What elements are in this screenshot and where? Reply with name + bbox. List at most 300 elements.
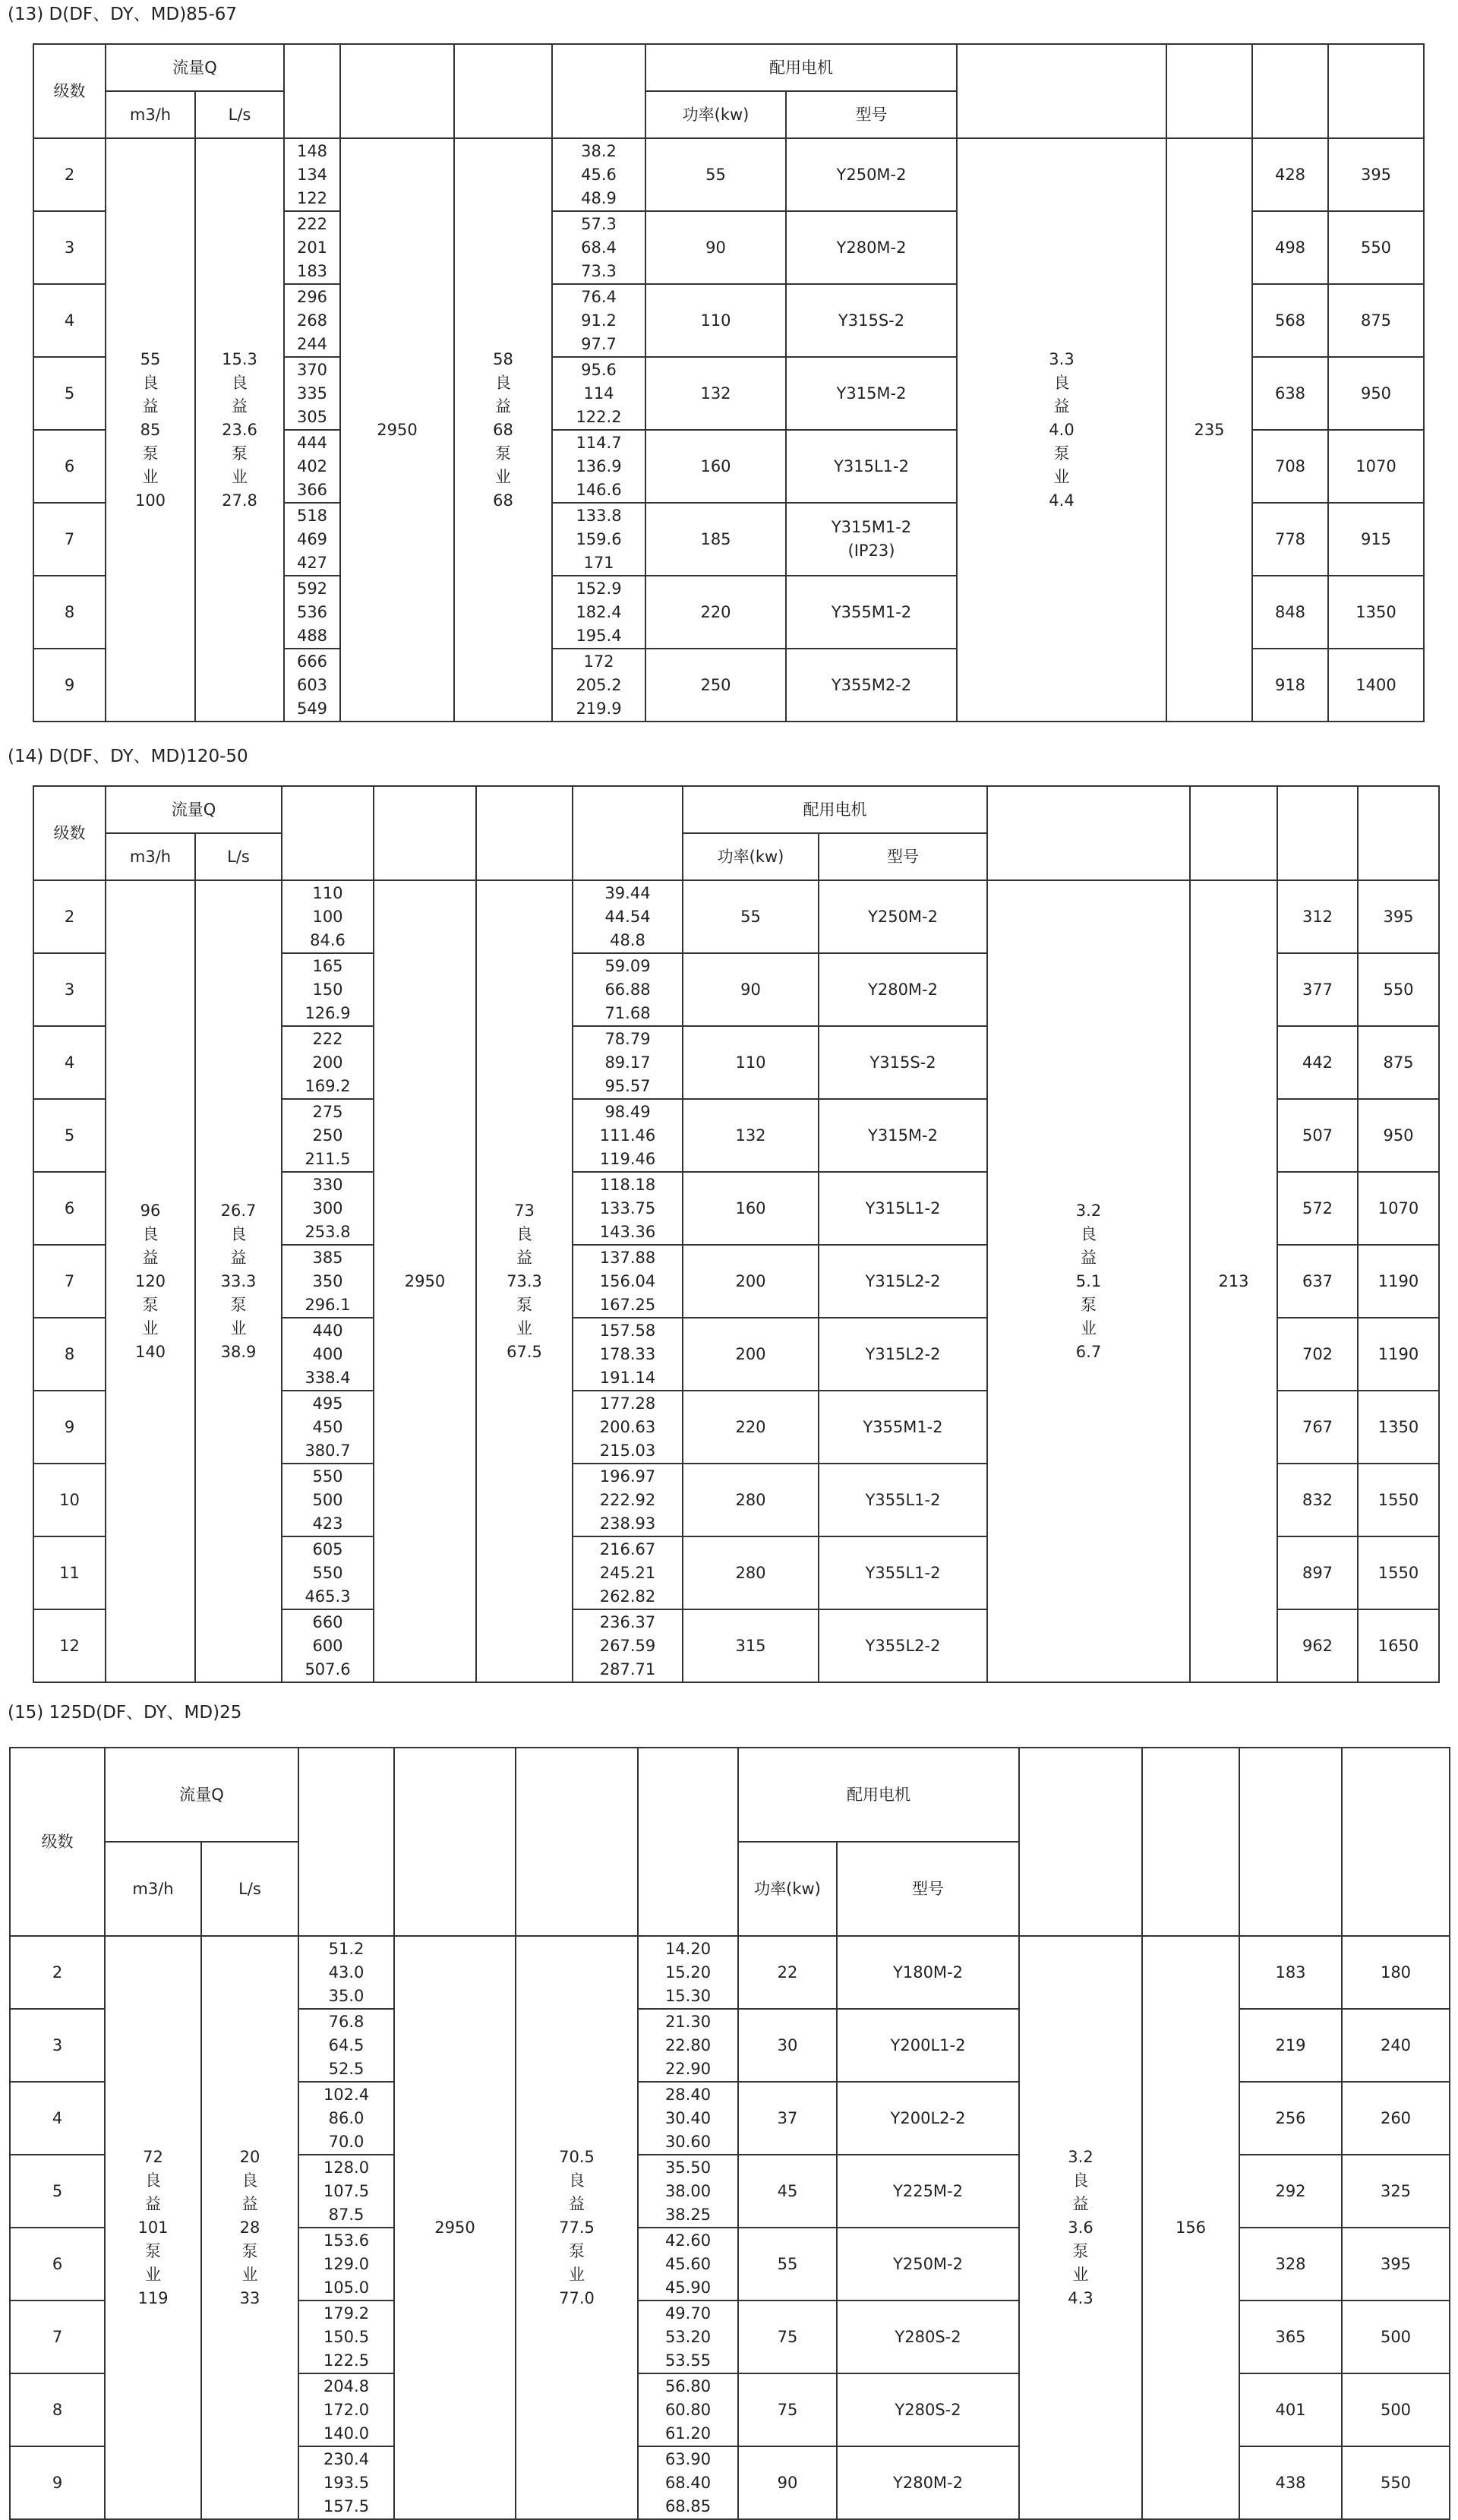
cell-shaft-power [573, 1099, 683, 1172]
cell-motor-weight: 1190 [1358, 1318, 1439, 1391]
cell-line: 153.6 [323, 2231, 370, 2250]
cell-line: 110 [312, 883, 343, 902]
cell-pump-weight: 507 [1277, 1099, 1358, 1172]
cell-line: 15.30 [664, 1986, 712, 2005]
cell-motor-model [837, 2373, 1019, 2446]
cell-line: 380.7 [305, 1441, 351, 1460]
header-stage: 级数 [10, 1748, 105, 1936]
cell-line: 泵 [495, 444, 511, 463]
cell-line: Y315L2-2 [865, 1271, 941, 1290]
cell-line: 44.54 [604, 907, 651, 926]
cell-motor-power: 220 [683, 1391, 819, 1464]
cell-stage: 7 [33, 1245, 106, 1318]
cell-shaft-power [573, 1172, 683, 1245]
cell-line: 95.6 [581, 360, 617, 379]
cell-head [284, 284, 340, 357]
cell-stage: 8 [33, 1318, 106, 1391]
cell-line: 28.40 [664, 2085, 712, 2104]
cell-line: 4.4 [1049, 491, 1075, 510]
table-row [10, 1936, 1450, 2009]
cell-line: 22.80 [664, 2035, 712, 2054]
cell-motor-model [786, 430, 957, 503]
cell-motor-power: 55 [683, 880, 819, 953]
cell-motor-weight: 395 [1342, 2228, 1450, 2301]
cell-stage: 4 [33, 284, 106, 357]
cell-line: 益 [569, 2194, 585, 2213]
cell-line: 64.5 [328, 2035, 364, 2054]
cell-motor-weight: 550 [1342, 2446, 1450, 2519]
cell-pump-weight: 292 [1239, 2155, 1342, 2228]
cell-flow-ls [195, 138, 284, 722]
cell-line: 120 [134, 1271, 166, 1290]
cell-shaft-power [573, 953, 683, 1026]
header-speed [340, 44, 454, 138]
cell-motor-weight: 395 [1328, 138, 1424, 211]
cell-line: 56.80 [664, 2376, 712, 2395]
cell-line: 良 [232, 373, 248, 392]
cell-motor-weight: 1070 [1358, 1172, 1439, 1245]
cell-line: 230.4 [323, 2449, 370, 2468]
cell-line: 200 [312, 1053, 343, 1072]
cell-motor-power: 75 [738, 2373, 837, 2446]
cell-line: 泵 [232, 444, 248, 463]
header-flow-ls: L/s [195, 833, 282, 880]
header-npsh [987, 786, 1190, 880]
cell-line: 泵 [241, 2241, 258, 2260]
cell-pump-weight: 897 [1277, 1536, 1358, 1609]
cell-line: 73.3 [581, 261, 617, 280]
cell-head [298, 2446, 394, 2519]
cell-head [284, 430, 340, 503]
cell-line: 泵 [145, 2241, 161, 2260]
cell-motor-power: 200 [683, 1318, 819, 1391]
cell-stage: 7 [33, 503, 106, 576]
cell-stage: 7 [10, 2301, 105, 2373]
cell-flow-m3h [106, 138, 195, 722]
cell-line: Y280M-2 [836, 238, 907, 257]
cell-line: 178.33 [599, 1344, 656, 1363]
cell-line: 68.40 [664, 2473, 712, 2492]
header-motor-weight [1342, 1748, 1450, 1936]
cell-line: Y355M2-2 [831, 675, 912, 694]
cell-line: 172 [583, 652, 614, 671]
cell-line: Y355M1-2 [863, 1417, 943, 1436]
cell-line: 30.60 [664, 2132, 712, 2151]
cell-line: 152.9 [576, 579, 622, 598]
cell-pump-weight: 428 [1252, 138, 1328, 211]
cell-head [282, 1464, 374, 1536]
cell-motor-weight: 915 [1328, 503, 1424, 576]
cell-line: 泵 [569, 2241, 585, 2260]
header-flow: 流量Q [106, 44, 284, 91]
cell-line: 70.0 [328, 2132, 364, 2151]
cell-line: 592 [296, 579, 328, 598]
cell-stage: 2 [10, 1936, 105, 2009]
cell-stage: 2 [33, 138, 106, 211]
cell-line: 业 [569, 2265, 585, 2284]
cell-line: 3.3 [1049, 349, 1075, 368]
cell-line: Y250M-2 [836, 165, 907, 184]
cell-pump-weight: 219 [1239, 2009, 1342, 2082]
cell-motor-model [786, 503, 957, 576]
cell-motor-weight: 950 [1358, 1099, 1439, 1172]
cell-line: 114.7 [576, 433, 622, 452]
cell-line: 良 [142, 1224, 159, 1243]
cell-line: 泵 [142, 1295, 159, 1314]
cell-shaft-power [638, 2301, 738, 2373]
cell-motor-model [819, 1099, 987, 1172]
cell-line: 43.0 [328, 1963, 364, 1982]
cell-line: 95.57 [604, 1076, 651, 1095]
cell-stage: 4 [10, 2082, 105, 2155]
cell-line: 良 [495, 373, 511, 392]
cell-shaft-power [638, 2082, 738, 2155]
header-head [284, 44, 340, 138]
cell-line: 52.5 [328, 2059, 364, 2078]
header-motor-power: 功率(kw) [738, 1842, 837, 1936]
cell-line: 191.14 [599, 1368, 656, 1387]
cell-speed: 2950 [394, 1936, 516, 2519]
cell-line: 68 [493, 491, 513, 510]
cell-line: 275 [312, 1102, 343, 1121]
cell-line: Y250M-2 [868, 907, 938, 926]
cell-line: Y355L2-2 [865, 1636, 941, 1655]
cell-shaft-power [552, 503, 645, 576]
header-head [282, 786, 374, 880]
cell-head [284, 357, 340, 430]
cell-line: 泵 [1081, 1295, 1097, 1314]
cell-motor-power: 185 [645, 503, 786, 576]
cell-motor-power: 55 [645, 138, 786, 211]
cell-line: 泵 [516, 1295, 532, 1314]
cell-line: 76.8 [328, 2012, 364, 2031]
cell-motor-power: 45 [738, 2155, 837, 2228]
cell-line: 26.7 [220, 1201, 257, 1220]
cell-line: 126.9 [305, 1003, 351, 1022]
cell-shaft-power [638, 2009, 738, 2082]
cell-line: 3.6 [1068, 2218, 1094, 2237]
cell-line: 157.58 [599, 1321, 656, 1340]
cell-line: 35.0 [328, 1986, 364, 2005]
cell-pump-weight: 183 [1239, 1936, 1342, 2009]
table-row [33, 880, 1439, 953]
header-shaft-power [552, 44, 645, 138]
cell-line: 35.50 [664, 2158, 712, 2177]
cell-line: 193.5 [323, 2473, 370, 2492]
cell-line: 245.21 [599, 1563, 656, 1582]
header-shaft-power [638, 1748, 738, 1936]
header-shaft-power [573, 786, 683, 880]
cell-line: 68 [493, 420, 513, 439]
cell-line: 益 [232, 396, 248, 415]
cell-head [282, 953, 374, 1026]
cell-head [282, 1609, 374, 1682]
cell-line: 143.36 [599, 1222, 656, 1241]
cell-line: 296 [296, 287, 328, 306]
cell-stage: 9 [10, 2446, 105, 2519]
cell-line: 益 [145, 2194, 161, 2213]
cell-motor-weight: 1550 [1358, 1536, 1439, 1609]
cell-line: Y280M-2 [868, 980, 938, 999]
cell-line: 45.90 [664, 2278, 712, 2297]
cell-line: 370 [296, 360, 328, 379]
cell-motor-weight: 500 [1342, 2373, 1450, 2446]
cell-stage: 5 [33, 1099, 106, 1172]
cell-line: 440 [312, 1321, 343, 1340]
cell-motor-model [819, 1391, 987, 1464]
header-speed [394, 1748, 516, 1936]
cell-line: 97.7 [581, 334, 617, 353]
cell-line: 600 [312, 1636, 343, 1655]
cell-motor-model [786, 576, 957, 649]
cell-motor-model [819, 1464, 987, 1536]
cell-shaft-power [638, 2373, 738, 2446]
cell-line: 603 [296, 675, 328, 694]
cell-motor-model [819, 1026, 987, 1099]
header-motor: 配用电机 [738, 1748, 1019, 1842]
cell-stage: 9 [33, 1391, 106, 1464]
cell-motor-model [819, 1536, 987, 1609]
header-npsh [1019, 1748, 1142, 1936]
header-efficiency [454, 44, 552, 138]
cell-line: 良 [1072, 2171, 1089, 2190]
cell-line: 236.37 [599, 1612, 656, 1631]
cell-line: 6.7 [1075, 1342, 1102, 1361]
cell-stage: 2 [33, 880, 106, 953]
cell-line: 59.09 [604, 956, 651, 975]
cell-line: 128.0 [323, 2158, 370, 2177]
cell-pump-weight: 568 [1252, 284, 1328, 357]
cell-line: 20 [239, 2147, 260, 2166]
cell-shaft-power [638, 2446, 738, 2519]
cell-line: 益 [516, 1248, 532, 1267]
cell-shaft-power [552, 576, 645, 649]
cell-line: 业 [142, 1318, 159, 1337]
cell-line: 45.6 [581, 165, 617, 184]
pump-spec-table [33, 43, 1425, 722]
cell-line: 495 [312, 1394, 343, 1413]
cell-line: 201 [296, 238, 328, 257]
cell-line: 105.0 [323, 2278, 370, 2297]
cell-line: 14.20 [664, 1939, 712, 1958]
cell-shaft-power [552, 284, 645, 357]
cell-line: 泵 [1072, 2241, 1089, 2260]
cell-line: 63.90 [664, 2449, 712, 2468]
header-speed [374, 786, 476, 880]
cell-pump-weight: 767 [1277, 1391, 1358, 1464]
cell-motor-power: 315 [683, 1609, 819, 1682]
cell-line: 385 [312, 1248, 343, 1267]
cell-motor-power: 22 [738, 1936, 837, 2009]
cell-shaft-power [638, 1936, 738, 2009]
header-impeller [1190, 786, 1277, 880]
cell-line: 100 [134, 491, 166, 510]
cell-line: Y200L2-2 [890, 2108, 966, 2127]
cell-line: 172.0 [323, 2400, 370, 2419]
cell-line: 300 [312, 1198, 343, 1217]
cell-head [298, 2228, 394, 2301]
header-motor-model: 型号 [819, 833, 987, 880]
cell-motor-power: 90 [683, 953, 819, 1026]
cell-line: 业 [495, 467, 511, 486]
cell-line: 119.46 [599, 1149, 656, 1168]
cell-motor-model [837, 2082, 1019, 2155]
cell-line: 402 [296, 456, 328, 475]
cell-stage: 6 [33, 1172, 106, 1245]
cell-line: 136.9 [576, 456, 622, 475]
cell-line: 45.60 [664, 2254, 712, 2273]
cell-line: 222 [296, 214, 328, 233]
cell-motor-weight: 395 [1358, 880, 1439, 953]
cell-line: 137.88 [599, 1248, 656, 1267]
cell-line: 73.3 [507, 1271, 542, 1290]
header-stage: 级数 [33, 786, 106, 880]
cell-line: 33.3 [220, 1271, 257, 1290]
cell-head [284, 503, 340, 576]
cell-line: Y225M-2 [893, 2181, 963, 2200]
cell-line: 102.4 [323, 2085, 370, 2104]
cell-line: 550 [312, 1563, 343, 1582]
header-npsh [957, 44, 1166, 138]
cell-line: 156.04 [599, 1271, 656, 1290]
cell-pump-weight: 962 [1277, 1609, 1358, 1682]
cell-line: Y280S-2 [895, 2400, 961, 2419]
cell-line: 196.97 [599, 1467, 656, 1486]
cell-line: 338.4 [305, 1368, 351, 1387]
cell-shaft-power [573, 1245, 683, 1318]
cell-line: 148 [296, 141, 328, 160]
cell-line: 86.0 [328, 2108, 364, 2127]
header-motor: 配用电机 [683, 786, 987, 833]
cell-efficiency [516, 1936, 638, 2519]
cell-stage: 11 [33, 1536, 106, 1609]
cell-line: 49.70 [664, 2304, 712, 2323]
cell-line: 350 [312, 1271, 343, 1290]
cell-stage: 4 [33, 1026, 106, 1099]
cell-motor-model [819, 1245, 987, 1318]
cell-line: 167.25 [599, 1295, 656, 1314]
cell-line: 益 [241, 2194, 258, 2213]
header-flow-ls: L/s [201, 1842, 298, 1936]
cell-motor-weight: 550 [1358, 953, 1439, 1026]
cell-line: 益 [142, 1248, 159, 1267]
header-pump-weight [1239, 1748, 1342, 1936]
cell-line: 536 [296, 602, 328, 621]
cell-line: 业 [1072, 2265, 1089, 2284]
cell-pump-weight: 328 [1239, 2228, 1342, 2301]
cell-line: 287.71 [599, 1659, 656, 1678]
header-flow: 流量Q [105, 1748, 298, 1842]
cell-motor-power: 200 [683, 1245, 819, 1318]
cell-motor-weight: 1350 [1328, 576, 1424, 649]
cell-line: 366 [296, 480, 328, 499]
cell-shaft-power [573, 880, 683, 953]
cell-motor-power: 75 [738, 2301, 837, 2373]
cell-npsh [957, 138, 1166, 722]
cell-line: 507.6 [305, 1659, 351, 1678]
cell-motor-weight: 240 [1342, 2009, 1450, 2082]
cell-efficiency [454, 138, 552, 722]
cell-motor-weight: 325 [1342, 2155, 1450, 2228]
cell-line: 179.2 [323, 2304, 370, 2323]
cell-line: 5.1 [1075, 1271, 1102, 1290]
cell-line: 150 [312, 980, 343, 999]
cell-line: 335 [296, 384, 328, 403]
cell-pump-weight: 401 [1239, 2373, 1342, 2446]
cell-motor-model [837, 2009, 1019, 2082]
cell-line: 195.4 [576, 626, 622, 645]
cell-stage: 8 [33, 576, 106, 649]
cell-shaft-power [573, 1536, 683, 1609]
cell-line: 87.5 [328, 2205, 364, 2224]
cell-head [298, 1936, 394, 2009]
cell-line: 业 [145, 2265, 161, 2284]
cell-line: (IP23) [847, 542, 895, 560]
cell-motor-model [837, 2446, 1019, 2519]
cell-line: 28 [239, 2218, 260, 2237]
cell-line: 71.68 [604, 1003, 651, 1022]
header-motor-model: 型号 [786, 91, 957, 138]
pump-spec-table [33, 785, 1440, 1683]
cell-motor-weight: 1350 [1358, 1391, 1439, 1464]
cell-line: 89.17 [604, 1053, 651, 1072]
cell-line: 58 [493, 349, 513, 368]
cell-line: 140.0 [323, 2424, 370, 2443]
cell-line: 518 [296, 506, 328, 525]
cell-motor-power: 30 [738, 2009, 837, 2082]
cell-line: 38.25 [664, 2205, 712, 2224]
cell-stage: 3 [33, 211, 106, 284]
cell-flow-ls [195, 880, 282, 1682]
cell-motor-model [837, 2155, 1019, 2228]
cell-line: 134 [296, 165, 328, 184]
cell-line: 267.59 [599, 1636, 656, 1655]
cell-line: 549 [296, 699, 328, 718]
section-title: (14) D(DF、DY、MD)120-50 [8, 747, 248, 766]
cell-line: 15.3 [222, 349, 257, 368]
cell-line: 48.8 [610, 930, 645, 949]
cell-line: 169.2 [305, 1076, 351, 1095]
cell-line: 22.90 [664, 2059, 712, 2078]
cell-line: 157.5 [323, 2496, 370, 2515]
cell-line: 30.40 [664, 2108, 712, 2127]
cell-line: 219.9 [576, 699, 622, 718]
cell-stage: 10 [33, 1464, 106, 1536]
cell-speed: 2950 [340, 138, 454, 722]
cell-line: 244 [296, 334, 328, 353]
cell-pump-weight: 918 [1252, 649, 1328, 722]
cell-line: 129.0 [323, 2254, 370, 2273]
header-head [298, 1748, 394, 1936]
section-title: (15) 125D(DF、DY、MD)25 [8, 1703, 242, 1723]
cell-line: 3.2 [1075, 1201, 1102, 1220]
cell-shaft-power [573, 1391, 683, 1464]
cell-line: Y315S-2 [869, 1053, 936, 1072]
cell-motor-power: 37 [738, 2082, 837, 2155]
cell-line: 业 [241, 2265, 258, 2284]
cell-flow-m3h [106, 880, 195, 1682]
cell-motor-model [837, 2228, 1019, 2301]
header-flow-m3h: m3/h [105, 1842, 201, 1936]
header-flow-ls: L/s [195, 91, 284, 138]
cell-line: 76.4 [581, 287, 617, 306]
cell-line: 38.00 [664, 2181, 712, 2200]
cell-line: 泵 [1053, 444, 1070, 463]
cell-motor-power: 160 [683, 1172, 819, 1245]
cell-line: Y280S-2 [895, 2327, 961, 2346]
cell-stage: 6 [33, 430, 106, 503]
cell-line: 57.3 [581, 214, 617, 233]
